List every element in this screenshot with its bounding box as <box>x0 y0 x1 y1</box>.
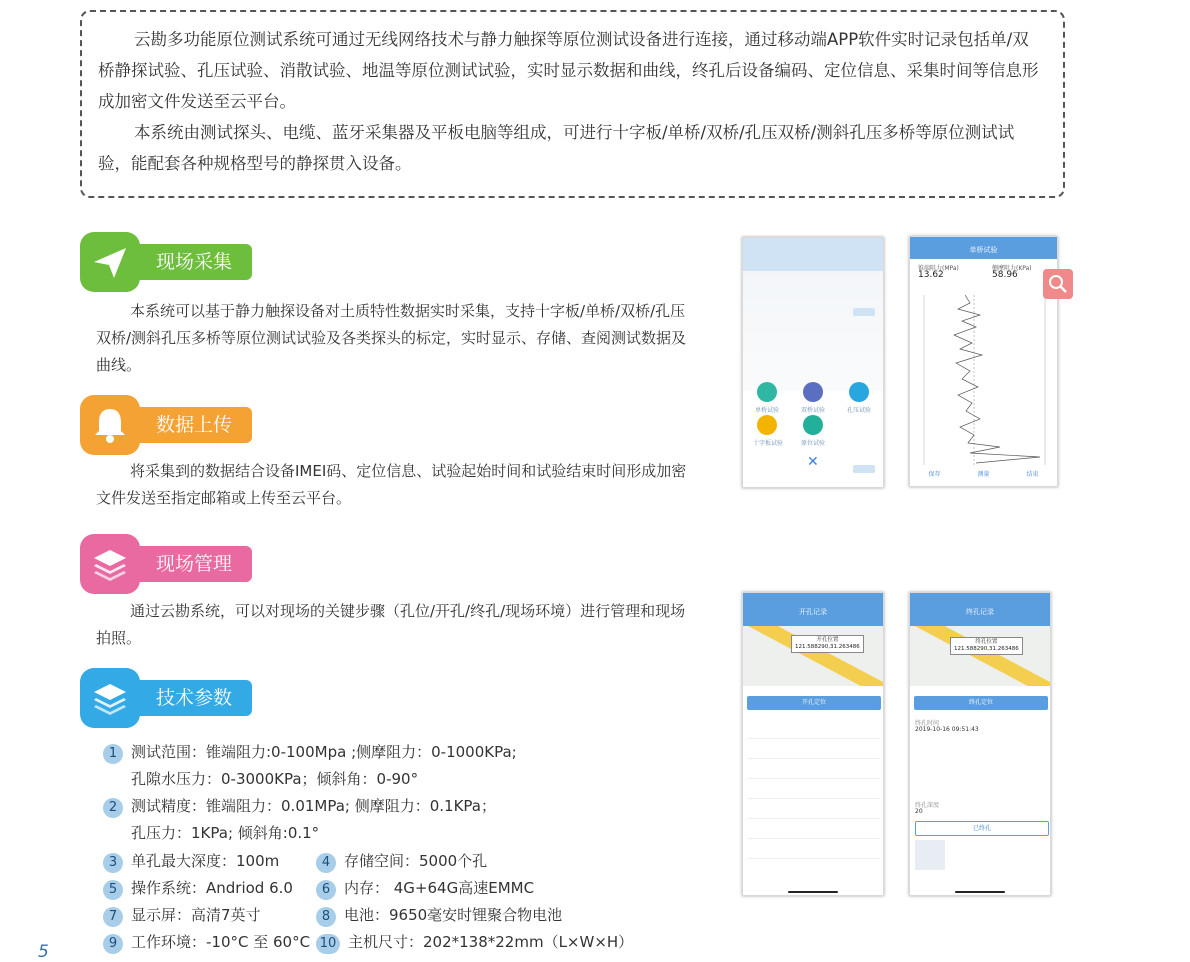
cpt-curve-chart <box>910 295 1058 465</box>
vane-test-icon[interactable] <box>757 415 777 435</box>
layers-icon <box>80 534 140 594</box>
phone-chart-screenshot: 单桥试验 锥端阻力(MPa) 13.62 侧摩阻力(KPa) 58.96 保存 测量 结束 <box>909 236 1058 487</box>
map-marker-label: 终孔位置 121.588290,31.263486 <box>950 637 1023 655</box>
single-bridge-icon[interactable] <box>757 382 777 402</box>
phone-menu-screenshot <box>742 237 884 488</box>
spec-item-1: 1 测试范围：锥端阻力:0-100Mpa ;侧摩阻力：0-1000KPa; <box>103 742 517 764</box>
in-situ-test-icon[interactable] <box>803 415 823 435</box>
send-icon <box>80 232 140 292</box>
menu-item-label: 单桥试验 <box>755 407 780 414</box>
locate-close-button[interactable]: 终孔定位 <box>914 696 1048 710</box>
cone-resistance-value: 13.62 <box>918 270 944 280</box>
menu-item-label: 孔压试验 <box>847 407 872 414</box>
menu-item-label: 双桥试验 <box>801 407 826 414</box>
spec-item-4: 4 存储空间：5000个孔 <box>316 851 487 873</box>
intro-box <box>80 10 1065 198</box>
spec-item-8: 8 电池：9650毫安时锂聚合物电池 <box>316 905 562 927</box>
spec-item-1-cont: 孔隙水压力：0-3000KPa；倾斜角：0-90° <box>131 770 419 788</box>
spec-item-2: 2 测试精度：锥端阻力：0.01MPa; 侧摩阻力：0.1KPa； <box>103 796 496 818</box>
intro-paragraph-1: 云勘多功能原位测试系统可通过无线网络技术与静力触探等原位测试设备进行连接，通过移动端APP软件实时记录包括单/双桥静探试验、孔压试验、消散试验、地温等原位测试试验，实时显示数据和曲线，终孔后设备编码、定位信息、采集时间等信息形成加密文件发送至云平台。 <box>98 30 1039 111</box>
spec-item-7: 7 显示屏：高清7英寸 <box>103 905 261 927</box>
double-bridge-icon[interactable] <box>803 382 823 402</box>
spec-item-6: 6 内存： 4G+64G高速EMMC <box>316 878 534 900</box>
spec-item-2-cont: 孔压力：1KPa; 倾斜角:0.1° <box>131 824 320 842</box>
section-text-upload: 将采集到的数据结合设备IMEI码、定位信息、试验起始时间和试验结束时间形成加密文件发送至指定邮箱或上传至云平台。 <box>96 462 687 507</box>
map-view[interactable] <box>910 626 1050 686</box>
close-time-value: 2019-10-16 09:51:43 <box>915 726 979 733</box>
section-title-manage: 现场管理 <box>138 546 252 582</box>
menu-item-label: 原位试验 <box>801 440 826 447</box>
section-text-collect: 本系统可以基于静力触探设备对土质特性数据实时采集，支持十字板/单桥/双桥/孔压双桥/测斜孔压多桥等原位测试试验及各类探头的标定，实时显示、存储、查阅测试数据及曲线。 <box>96 302 687 374</box>
zoom-search-icon[interactable] <box>1043 269 1073 299</box>
section-text-manage: 通过云勘系统，可以对现场的关键步骤（孔位/开孔/终孔/现场环境）进行管理和现场拍照。 <box>96 602 686 647</box>
layers-icon <box>80 668 140 728</box>
locate-open-button[interactable]: 开孔定位 <box>747 696 881 710</box>
close-icon[interactable]: ✕ <box>807 454 819 470</box>
section-title-specs: 技术参数 <box>138 680 252 716</box>
side-friction-value: 58.96 <box>992 270 1018 280</box>
camera-icon[interactable] <box>915 840 945 870</box>
bell-icon <box>80 395 140 455</box>
spec-item-9: 9 工作环境：-10°C 至 60°C <box>103 932 310 954</box>
intro-paragraph-2: 本系统由测试探头、电缆、蓝牙采集器及平板电脑等组成，可进行十字板/单桥/双桥/孔压双桥/测斜孔压多桥等原位测试试验，能配套各种规格型号的静探贯入设备。 <box>98 123 1015 173</box>
spec-item-3: 3 单孔最大深度：100m <box>103 851 279 873</box>
phone-close-hole-screenshot: 终孔记录 终孔位置 121.588290,31.263486 终孔定位 终孔时间 2019-10-16 09:51:43 终孔深度 20 已终孔 <box>909 592 1051 896</box>
tab-measure[interactable]: 测量 <box>977 471 990 478</box>
pore-pressure-icon[interactable] <box>849 382 869 402</box>
menu-item-label: 十字板试验 <box>753 440 784 447</box>
tab-end[interactable]: 结束 <box>1026 471 1039 478</box>
spec-item-5: 5 操作系统：Andriod 6.0 <box>103 878 293 900</box>
map-marker-label: 开孔位置 121.588290,31.263486 <box>791 635 864 653</box>
page-number: 5 <box>38 942 49 962</box>
section-title-collect: 现场采集 <box>138 244 252 280</box>
spec-item-10: 10 主机尺寸：202*138*22mm（L×W×H） <box>316 932 633 954</box>
hole-closed-button[interactable]: 已终孔 <box>915 821 1049 836</box>
tab-save[interactable]: 保存 <box>928 471 941 478</box>
phone-open-hole-screenshot: 开孔记录 开孔位置 121.588290,31.263486 开孔定位 <box>742 592 884 896</box>
close-depth-value: 20 <box>915 808 923 815</box>
section-title-upload: 数据上传 <box>138 407 252 443</box>
